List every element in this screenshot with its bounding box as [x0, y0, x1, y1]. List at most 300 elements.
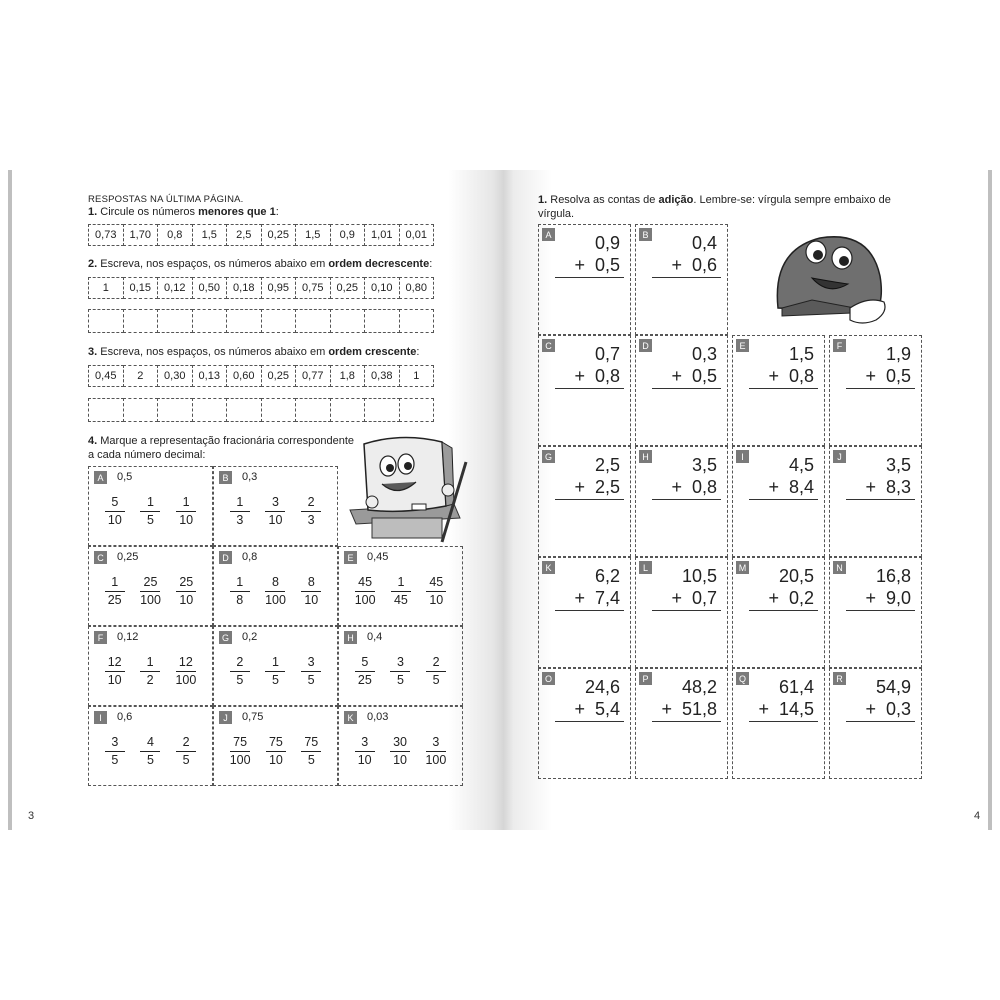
- plus-sign: +: [671, 477, 682, 497]
- plus-sign: +: [865, 477, 876, 497]
- second-addend-line: [574, 255, 620, 275]
- answers-note: RESPOSTAS NA ÚLTIMA PÁGINA.: [88, 194, 244, 205]
- q2-number-cell: 0,10: [364, 277, 400, 299]
- denominator: 5: [236, 673, 244, 687]
- fraction-option[interactable]: [105, 735, 125, 768]
- decimal-value: 0,25: [117, 551, 139, 563]
- numerator: 3: [272, 495, 279, 509]
- plus-sign: +: [671, 588, 682, 608]
- plus-sign: +: [574, 699, 585, 719]
- fraction-item: [213, 546, 338, 626]
- fraction-option[interactable]: [176, 575, 196, 608]
- fraction-option[interactable]: [105, 575, 125, 608]
- fraction-bar: [426, 671, 446, 672]
- fraction-bar: [390, 671, 410, 672]
- fraction-bar: [105, 751, 125, 752]
- problem-letter-badge: L: [639, 561, 652, 574]
- first-addend: 6,2: [594, 566, 620, 586]
- fraction-item: [338, 626, 463, 706]
- numerator: 2: [307, 495, 315, 509]
- left-page: [8, 170, 508, 830]
- numerator: 1: [236, 495, 244, 509]
- decimal-value: 0,75: [242, 711, 264, 723]
- q2-blank-cell[interactable]: [261, 309, 297, 333]
- item-letter-badge: A: [94, 471, 107, 484]
- addition-problem[interactable]: [732, 668, 825, 779]
- q3-blank-cell[interactable]: [399, 398, 435, 422]
- fraction-option[interactable]: [176, 495, 196, 528]
- denominator: 100: [354, 593, 376, 607]
- problem-letter-badge: I: [736, 450, 749, 463]
- sum-line: [555, 499, 624, 500]
- fraction-option[interactable]: [266, 735, 286, 768]
- problem-letter-badge: E: [736, 339, 749, 352]
- fraction-item: [88, 466, 213, 546]
- first-addend: 10,5: [681, 566, 717, 586]
- first-addend: 0,3: [691, 344, 717, 364]
- fraction-option[interactable]: [140, 655, 160, 688]
- fraction-option[interactable]: [355, 735, 375, 768]
- q2-answer-row[interactable]: [88, 309, 433, 333]
- fraction-bar: [105, 671, 125, 672]
- fraction-option[interactable]: [140, 735, 160, 768]
- first-addend: 4,5: [788, 455, 814, 475]
- q3-number-cell: 1,8: [330, 365, 366, 387]
- first-addend: 1,5: [788, 344, 814, 364]
- sum-line: [652, 388, 721, 389]
- sum-line: [846, 388, 915, 389]
- q3-number-cell: 0,13: [192, 365, 228, 387]
- fraction-bar: [355, 751, 375, 752]
- fraction-option[interactable]: [301, 575, 321, 608]
- problem-letter-badge: H: [639, 450, 652, 463]
- q3-number-cell: 1: [399, 365, 435, 387]
- sum-line: [749, 499, 818, 500]
- decimal-value: 0,45: [367, 551, 389, 563]
- numerator: 12: [107, 655, 122, 669]
- q3-number-cell: 0,30: [157, 365, 193, 387]
- q2-blank-cell[interactable]: [330, 309, 366, 333]
- first-addend: 3,5: [885, 455, 911, 475]
- fraction-bar: [265, 591, 285, 592]
- second-addend-line: [574, 366, 620, 386]
- first-addend: 16,8: [875, 566, 911, 586]
- sum-line: [555, 388, 624, 389]
- fraction-option[interactable]: [230, 735, 251, 768]
- sum-line: [749, 610, 818, 611]
- first-addend: 61,4: [778, 677, 814, 697]
- fraction-item: [213, 706, 338, 786]
- second-addend: 0,8: [691, 477, 717, 497]
- addition-problem[interactable]: [829, 446, 922, 557]
- fraction-bar: [426, 751, 446, 752]
- fraction-option[interactable]: [425, 735, 446, 768]
- q2-blank-cell[interactable]: [364, 309, 400, 333]
- problem-letter-badge: B: [639, 228, 652, 241]
- fraction-bar: [355, 671, 375, 672]
- plus-sign: +: [865, 588, 876, 608]
- fraction-bar: [140, 751, 160, 752]
- q3-number-cell: 0,60: [226, 365, 262, 387]
- denominator: 5: [432, 673, 440, 687]
- second-addend: 9,0: [885, 588, 911, 608]
- plus-sign: +: [865, 366, 876, 386]
- second-addend: 51,8: [681, 699, 717, 719]
- fraction-bar: [390, 751, 410, 752]
- first-addend: 20,5: [778, 566, 814, 586]
- addition-problem[interactable]: [635, 224, 728, 335]
- q2-number-cell: 0,15: [123, 277, 159, 299]
- q3-blank-cell[interactable]: [123, 398, 159, 422]
- q3-blank-cell[interactable]: [226, 398, 262, 422]
- plus-sign: +: [574, 477, 585, 497]
- second-addend: 8,3: [885, 477, 911, 497]
- fraction-option[interactable]: [140, 495, 160, 528]
- fraction-option[interactable]: [426, 575, 446, 608]
- fraction-bar: [230, 511, 250, 512]
- q3-blank-cell[interactable]: [330, 398, 366, 422]
- second-addend: 2,5: [594, 477, 620, 497]
- q1-number-cell: 1,70: [123, 224, 159, 246]
- addition-problem[interactable]: [635, 446, 728, 557]
- q1-number-cell: 0,73: [88, 224, 124, 246]
- addition-problem[interactable]: [538, 224, 631, 335]
- q2-number-cell: 0,80: [399, 277, 435, 299]
- fraction-option[interactable]: [301, 735, 321, 768]
- fraction-option[interactable]: [390, 735, 410, 768]
- q3-blank-cell[interactable]: [364, 398, 400, 422]
- fraction-bar: [176, 511, 196, 512]
- second-addend: 0,7: [691, 588, 717, 608]
- fraction-option[interactable]: [426, 655, 446, 688]
- right-page: [504, 170, 992, 830]
- second-addend-line: [671, 477, 717, 497]
- sum-line: [555, 610, 624, 611]
- second-addend-line: [768, 477, 814, 497]
- fraction-option[interactable]: [355, 655, 375, 688]
- fraction-item: [338, 546, 463, 626]
- q2-blank-cell[interactable]: [295, 309, 331, 333]
- q2-number-cell: 0,25: [330, 277, 366, 299]
- denominator: 5: [147, 513, 154, 527]
- numerator: 75: [233, 735, 248, 749]
- q2-number-cell: 0,18: [226, 277, 262, 299]
- book-spread: [8, 170, 992, 830]
- plus-sign: +: [574, 366, 585, 386]
- second-addend-line: [671, 366, 717, 386]
- item-letter-badge: K: [344, 711, 357, 724]
- fraction-bar: [301, 751, 321, 752]
- numerator: 2: [182, 735, 190, 749]
- second-addend: 0,5: [885, 366, 911, 386]
- question-4-line2: a cada número decimal:: [88, 449, 206, 461]
- item-letter-badge: F: [94, 631, 107, 644]
- q3-blank-cell[interactable]: [192, 398, 228, 422]
- numerator: 1: [397, 575, 405, 589]
- sum-line: [652, 499, 721, 500]
- denominator: 5: [307, 753, 315, 767]
- denominator: 5: [147, 753, 154, 767]
- numerator: 1: [182, 495, 190, 509]
- second-addend-line: [865, 366, 911, 386]
- denominator: 100: [175, 673, 197, 687]
- addition-problem[interactable]: [732, 557, 825, 668]
- plus-sign: +: [671, 366, 682, 386]
- q3-number-cell: 0,25: [261, 365, 297, 387]
- first-addend: 0,9: [594, 233, 620, 253]
- sum-line: [652, 610, 721, 611]
- fraction-bar: [140, 671, 160, 672]
- second-addend-line: [768, 366, 814, 386]
- plus-sign: +: [758, 699, 769, 719]
- fraction-option[interactable]: [175, 655, 196, 688]
- q2-number-cell: 0,50: [192, 277, 228, 299]
- problem-letter-badge: Q: [736, 672, 749, 685]
- addition-problem[interactable]: [538, 335, 631, 446]
- numerator: 1: [147, 495, 154, 509]
- addition-problem[interactable]: [732, 446, 825, 557]
- decimal-value: 0,03: [367, 711, 389, 723]
- fraction-option[interactable]: [301, 655, 321, 688]
- denominator: 25: [107, 593, 122, 607]
- first-addend: 2,5: [594, 455, 620, 475]
- q2-number-cell: 0,12: [157, 277, 193, 299]
- fraction-option[interactable]: [105, 655, 125, 688]
- plus-sign: +: [661, 699, 672, 719]
- first-addend: 0,7: [594, 344, 620, 364]
- second-addend-line: [865, 699, 911, 719]
- fraction-item: [88, 546, 213, 626]
- decimal-value: 0,5: [117, 471, 133, 483]
- numerator: 3: [432, 735, 440, 749]
- sum-line: [749, 721, 818, 722]
- fraction-option[interactable]: [265, 575, 286, 608]
- plus-sign: +: [768, 588, 779, 608]
- fraction-bar: [140, 591, 160, 592]
- fraction-item: [213, 466, 338, 546]
- denominator: 5: [397, 673, 404, 687]
- fraction-bar: [105, 591, 125, 592]
- numerator: 5: [361, 655, 369, 669]
- numerator: 75: [304, 735, 319, 749]
- numerator: 1: [236, 575, 244, 589]
- plus-sign: +: [768, 477, 779, 497]
- q3-blank-cell[interactable]: [157, 398, 193, 422]
- numerator: 2: [432, 655, 440, 669]
- fraction-bar: [176, 751, 196, 752]
- q2-blank-cell[interactable]: [192, 309, 228, 333]
- second-addend-line: [661, 699, 717, 719]
- addition-problem[interactable]: [829, 668, 922, 779]
- q1-number-cell: 0,01: [399, 224, 435, 246]
- decimal-value: 0,6: [117, 711, 133, 723]
- decimal-value: 0,8: [242, 551, 258, 563]
- fraction-item: [338, 706, 463, 786]
- second-addend: 8,4: [788, 477, 814, 497]
- decimal-value: 0,3: [242, 471, 258, 483]
- fraction-bar: [230, 751, 250, 752]
- board-mascot-icon: [342, 432, 472, 544]
- plus-sign: +: [671, 255, 682, 275]
- second-addend: 0,5: [594, 255, 620, 275]
- second-addend-line: [574, 477, 620, 497]
- item-letter-badge: D: [219, 551, 232, 564]
- fraction-item: [88, 626, 213, 706]
- fraction-option[interactable]: [265, 655, 285, 688]
- sum-line: [652, 721, 721, 722]
- second-addend-line: [865, 588, 911, 608]
- second-addend: 0,6: [691, 255, 717, 275]
- sum-line: [846, 499, 915, 500]
- problem-letter-badge: O: [542, 672, 555, 685]
- numerator: 3: [397, 655, 404, 669]
- addition-instruction-line1: 1. Resolva as contas de adição. Lembre-se: vírgula sempre embaixo de: [538, 194, 891, 206]
- sum-line: [846, 610, 915, 611]
- problem-letter-badge: N: [833, 561, 846, 574]
- fraction-option[interactable]: [140, 575, 161, 608]
- denominator: 100: [265, 593, 286, 607]
- q2-blank-cell[interactable]: [123, 309, 159, 333]
- denominator: 100: [229, 753, 251, 767]
- fraction-bar: [105, 511, 125, 512]
- sum-line: [749, 388, 818, 389]
- fraction-option[interactable]: [230, 575, 250, 608]
- denominator: 10: [107, 673, 122, 687]
- addition-problem[interactable]: [829, 335, 922, 446]
- q2-blank-cell[interactable]: [88, 309, 124, 333]
- denominator: 10: [107, 513, 122, 527]
- question-4-line1: 4. Marque a representação fracionária correspondente: [88, 435, 355, 447]
- problem-letter-badge: K: [542, 561, 555, 574]
- addition-problem[interactable]: [635, 335, 728, 446]
- denominator: 10: [429, 593, 444, 607]
- sum-line: [555, 277, 624, 278]
- fraction-option[interactable]: [391, 575, 411, 608]
- q2-number-cell: 0,75: [295, 277, 331, 299]
- fraction-item: [213, 626, 338, 706]
- denominator: 100: [140, 593, 161, 607]
- first-addend: 54,9: [875, 677, 911, 697]
- addition-problem[interactable]: [538, 557, 631, 668]
- plus-sign: +: [865, 699, 876, 719]
- second-addend-line: [671, 588, 717, 608]
- fraction-bar: [176, 671, 196, 672]
- fraction-bar: [265, 511, 285, 512]
- fraction-option[interactable]: [390, 655, 410, 688]
- second-addend-line: [865, 477, 911, 497]
- question-3: 3. Escreva, nos espaços, os números abaixo em ordem crescente:: [88, 346, 420, 358]
- addition-problem[interactable]: [538, 668, 631, 779]
- fraction-bar: [301, 591, 321, 592]
- denominator: 10: [268, 513, 283, 527]
- q1-number-cell: 0,25: [261, 224, 297, 246]
- q2-blank-cell[interactable]: [399, 309, 435, 333]
- denominator: 5: [182, 753, 190, 767]
- fraction-option[interactable]: [230, 655, 250, 688]
- q2-number-cell: 0,95: [261, 277, 297, 299]
- numerator: 75: [268, 735, 283, 749]
- problem-letter-badge: P: [639, 672, 652, 685]
- sum-line: [555, 721, 624, 722]
- second-addend: 0,5: [691, 366, 717, 386]
- round-mascot-icon: [772, 230, 892, 330]
- problem-letter-badge: J: [833, 450, 846, 463]
- problem-letter-badge: F: [833, 339, 846, 352]
- item-letter-badge: G: [219, 631, 232, 644]
- fraction-option[interactable]: [301, 495, 321, 528]
- denominator: 5: [111, 753, 119, 767]
- denominator: 10: [357, 753, 372, 767]
- fraction-bar: [301, 511, 321, 512]
- numerator: 4: [147, 735, 154, 749]
- question-2: 2. Escreva, nos espaços, os números abaixo em ordem decrescente:: [88, 258, 433, 270]
- fraction-option[interactable]: [230, 495, 250, 528]
- q1-number-cell: 0,9: [330, 224, 366, 246]
- fraction-bar: [355, 591, 375, 592]
- numerator: 1: [272, 655, 279, 669]
- q3-blank-cell[interactable]: [261, 398, 297, 422]
- problem-letter-badge: C: [542, 339, 555, 352]
- denominator: 10: [179, 593, 194, 607]
- denominator: 10: [393, 753, 408, 767]
- denominator: 5: [307, 673, 315, 687]
- first-addend: 24,6: [584, 677, 620, 697]
- numerator: 2: [236, 655, 244, 669]
- first-addend: 48,2: [681, 677, 717, 697]
- second-addend-line: [758, 699, 814, 719]
- page-number-left: 3: [28, 810, 35, 822]
- fraction-bar: [391, 591, 411, 592]
- addition-problem[interactable]: [732, 335, 825, 446]
- numerator: 25: [179, 575, 194, 589]
- numerator: 45: [358, 575, 373, 589]
- q3-blank-cell[interactable]: [295, 398, 331, 422]
- addition-problem[interactable]: [635, 557, 728, 668]
- numerator: 30: [393, 735, 408, 749]
- numerator: 45: [429, 575, 444, 589]
- fraction-option[interactable]: [105, 495, 125, 528]
- q3-answer-row[interactable]: [88, 398, 433, 422]
- q2-blank-cell[interactable]: [226, 309, 262, 333]
- fraction-option[interactable]: [176, 735, 196, 768]
- addition-problem[interactable]: [538, 446, 631, 557]
- denominator: 25: [357, 673, 372, 687]
- fraction-option[interactable]: [265, 495, 285, 528]
- denominator: 8: [236, 593, 244, 607]
- fraction-item: [88, 706, 213, 786]
- q3-number-cell: 0,45: [88, 365, 124, 387]
- decimal-value: 0,12: [117, 631, 139, 643]
- fraction-bar: [266, 751, 286, 752]
- first-addend: 1,9: [885, 344, 911, 364]
- sum-line: [846, 721, 915, 722]
- q2-blank-cell[interactable]: [157, 309, 193, 333]
- second-addend: 5,4: [594, 699, 620, 719]
- q3-blank-cell[interactable]: [88, 398, 124, 422]
- decimal-value: 0,4: [367, 631, 383, 643]
- q3-number-cell: 0,38: [364, 365, 400, 387]
- q1-number-cell: 2,5: [226, 224, 262, 246]
- denominator: 45: [393, 593, 408, 607]
- numerator: 1: [111, 575, 119, 589]
- fraction-option[interactable]: [355, 575, 376, 608]
- fraction-bar: [230, 671, 250, 672]
- q1-number-row: [88, 224, 433, 246]
- addition-problem[interactable]: [635, 668, 728, 779]
- item-letter-badge: C: [94, 551, 107, 564]
- decimal-value: 0,2: [242, 631, 258, 643]
- addition-problem[interactable]: [829, 557, 922, 668]
